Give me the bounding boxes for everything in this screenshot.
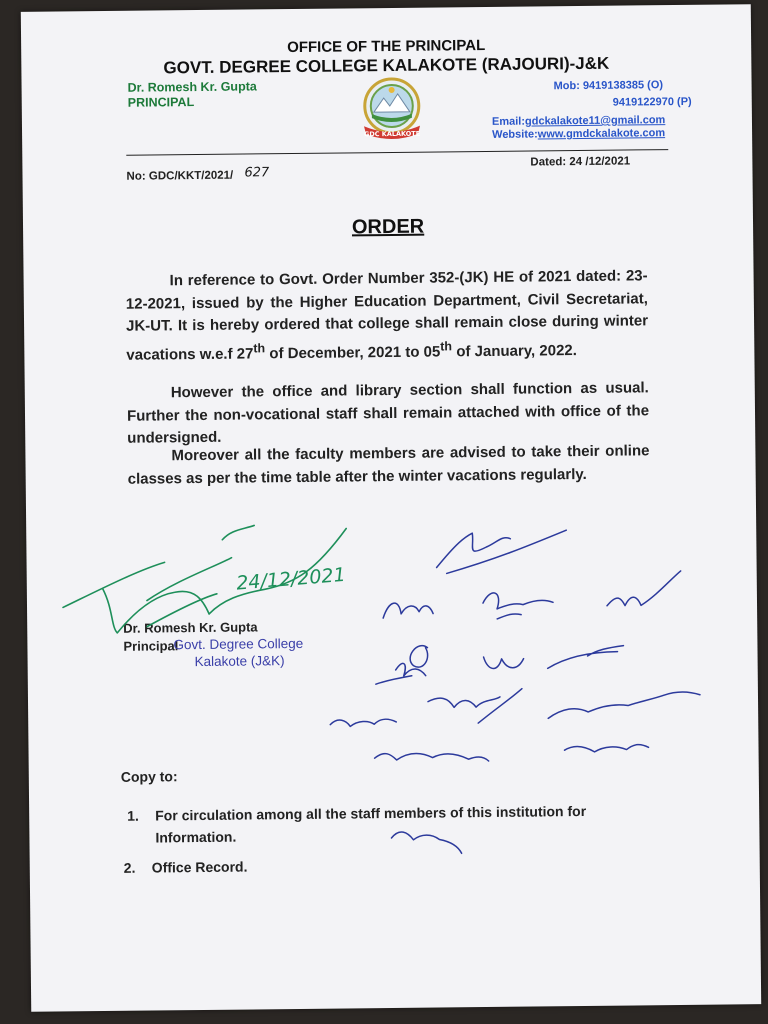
document-sheet	[21, 4, 761, 1012]
website-line	[492, 127, 665, 141]
reference-number: No: GDC/KKT/2021/	[126, 169, 234, 183]
copy-item-number: 1.	[127, 807, 139, 824]
header-divider	[126, 149, 668, 156]
signatory-role: Principal	[123, 638, 179, 654]
principal-name: Dr. Romesh Kr. Gupta	[127, 79, 257, 95]
mobile-personal: 9419122970 (P)	[612, 95, 692, 109]
handwritten-date: 24/12/2021	[235, 563, 347, 595]
order-paragraph-3: Moreover all the faculty members are advised to take their online classes as per the time table after the winter vacations regularly.	[127, 442, 650, 488]
website-label: Website:	[492, 128, 538, 141]
handwritten-reference-number: 627	[244, 165, 270, 181]
order-paragraph-1: In reference to Govt. Order Number 352-(JK) HE of 2021 dated: 23-12-2021, issued by the Higher Education Department, Civil Secretariat, JK-UT. It is hereby ordered that college shall remain close during winter vacations w.e.f 27th of December, 2021 to 05th of January, 2022.	[125, 267, 649, 364]
order-paragraph-2: However the office and library section shall function as usual. Further the non-vocational staff shall remain attached with office of the undersigned.	[126, 379, 650, 447]
copy-item-text: Office Record.	[151, 858, 248, 876]
copy-item-text: For circulation among all the staff members of this institution for Information.	[155, 802, 587, 846]
website-link[interactable]: www.gmdckalakote.com	[537, 127, 666, 141]
copy-to-label: Copy to:	[120, 768, 178, 785]
email-line	[492, 114, 665, 128]
principal-title: PRINCIPAL	[127, 95, 195, 110]
principal-signature	[62, 524, 347, 636]
college-name: GOVT. DEGREE COLLEGE KALAKOTE (RAJOURI)-J&K	[163, 53, 610, 78]
signatory-name: Dr. Romesh Kr. Gupta	[123, 619, 258, 636]
college-logo	[357, 76, 426, 147]
email-label: Email:	[491, 115, 526, 128]
order-date: Dated: 24 /12/2021	[530, 155, 631, 169]
stamp-line-2: Kalakote (J&K)	[194, 653, 285, 670]
logo-text: GDC KALAKOTE	[363, 129, 421, 139]
mobile-office: Mob: 9419138385 (O)	[553, 79, 664, 93]
copy-item-number: 2.	[123, 859, 136, 876]
email-link[interactable]: gdckalakote11@gmail.com	[524, 114, 666, 128]
order-title: ORDER	[351, 215, 425, 239]
stamp-line-1: Govt. Degree College	[173, 635, 304, 653]
office-heading: OFFICE OF THE PRINCIPAL	[287, 36, 486, 57]
